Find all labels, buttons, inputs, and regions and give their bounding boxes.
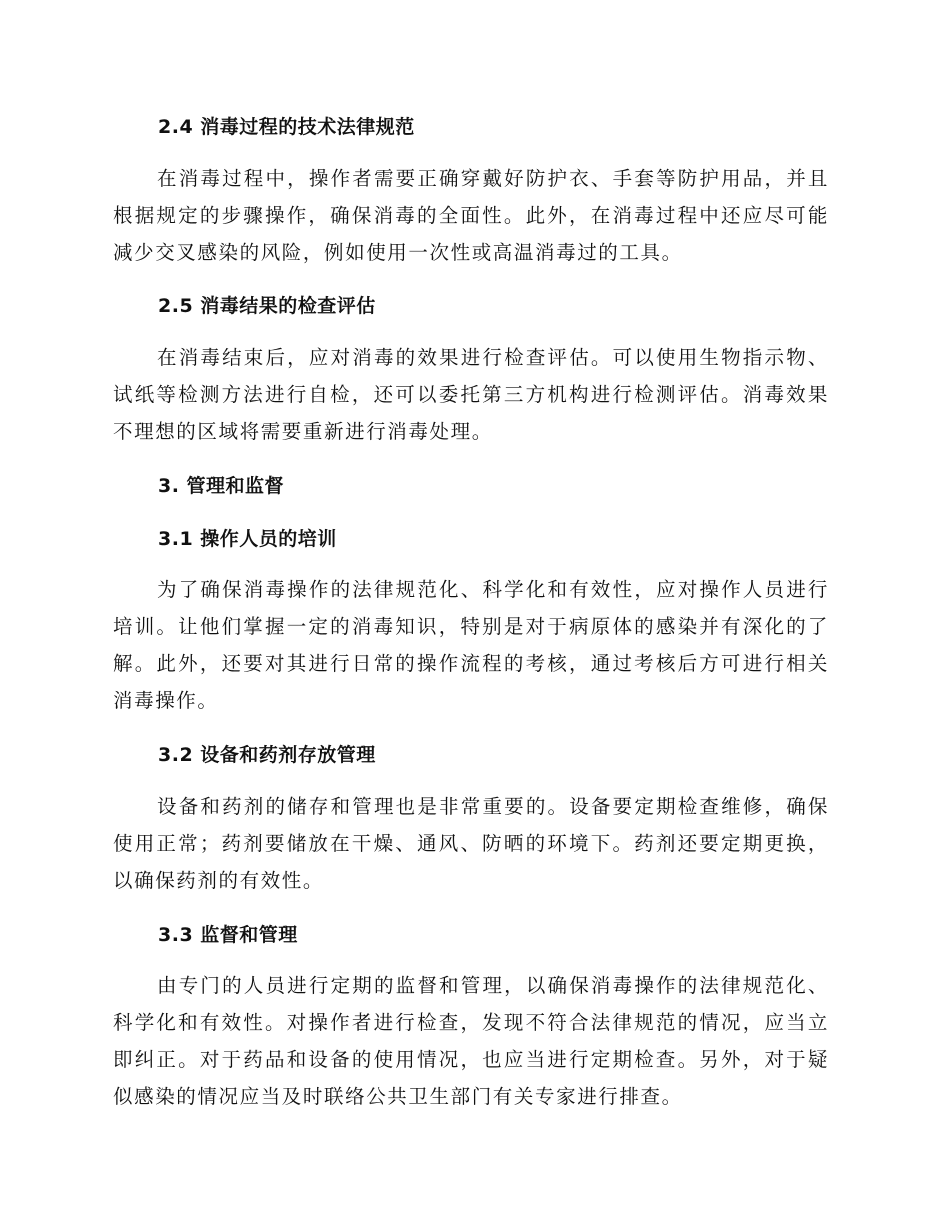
section-3-1-paragraph: 为了确保消毒操作的法律规范化、科学化和有效性，应对操作人员进行培训。让他们掌握一定的消毒知识，特别是对于病原体的感染并有深化的了解。此外，还要对其进行日常的操作流程的考核，通过考核后方可进行相关消毒操作。 bbox=[113, 578, 829, 712]
section-2-4-paragraph: 在消毒过程中，操作者需要正确穿戴好防护衣、手套等防护用品，并且根据规定的步骤操作，确保消毒的全面性。此外，在消毒过程中还应尽可能减少交叉感染的风险，例如使用一次性或高温消毒过的工具。 bbox=[113, 167, 829, 264]
section-2-5-paragraph: 在消毒结束后，应对消毒的效果进行检查评估。可以使用生物指示物、试纸等检测方法进行自检，还可以委托第三方机构进行检测评估。消毒效果不理想的区域将需要重新进行消毒处理。 bbox=[113, 346, 829, 443]
section-3-2-paragraph: 设备和药剂的储存和管理也是非常重要的。设备要定期检查维修，确保使用正常；药剂要储放在干燥、通风、防晒的环境下。药剂还要定期更换，以确保药剂的有效性。 bbox=[113, 795, 829, 892]
section-3-1-heading: 3.1 操作人员的培训 bbox=[158, 528, 337, 550]
section-3-2-heading: 3.2 设备和药剂存放管理 bbox=[158, 744, 376, 766]
section-2-5-heading: 2.5 消毒结果的检查评估 bbox=[158, 295, 376, 317]
section-3-3-heading: 3.3 监督和管理 bbox=[158, 924, 298, 946]
section-3-heading: 3. 管理和监督 bbox=[158, 475, 285, 497]
section-2-4-heading: 2.4 消毒过程的技术法律规范 bbox=[158, 116, 415, 138]
section-3-3-paragraph: 由专门的人员进行定期的监督和管理，以确保消毒操作的法律规范化、科学化和有效性。对操作者进行检查，发现不符合法律规范的情况，应当立即纠正。对于药品和设备的使用情况，也应当进行定期检查。另外，对于疑似感染的情况应当及时联络公共卫生部门有关专家进行排查。 bbox=[113, 974, 829, 1108]
